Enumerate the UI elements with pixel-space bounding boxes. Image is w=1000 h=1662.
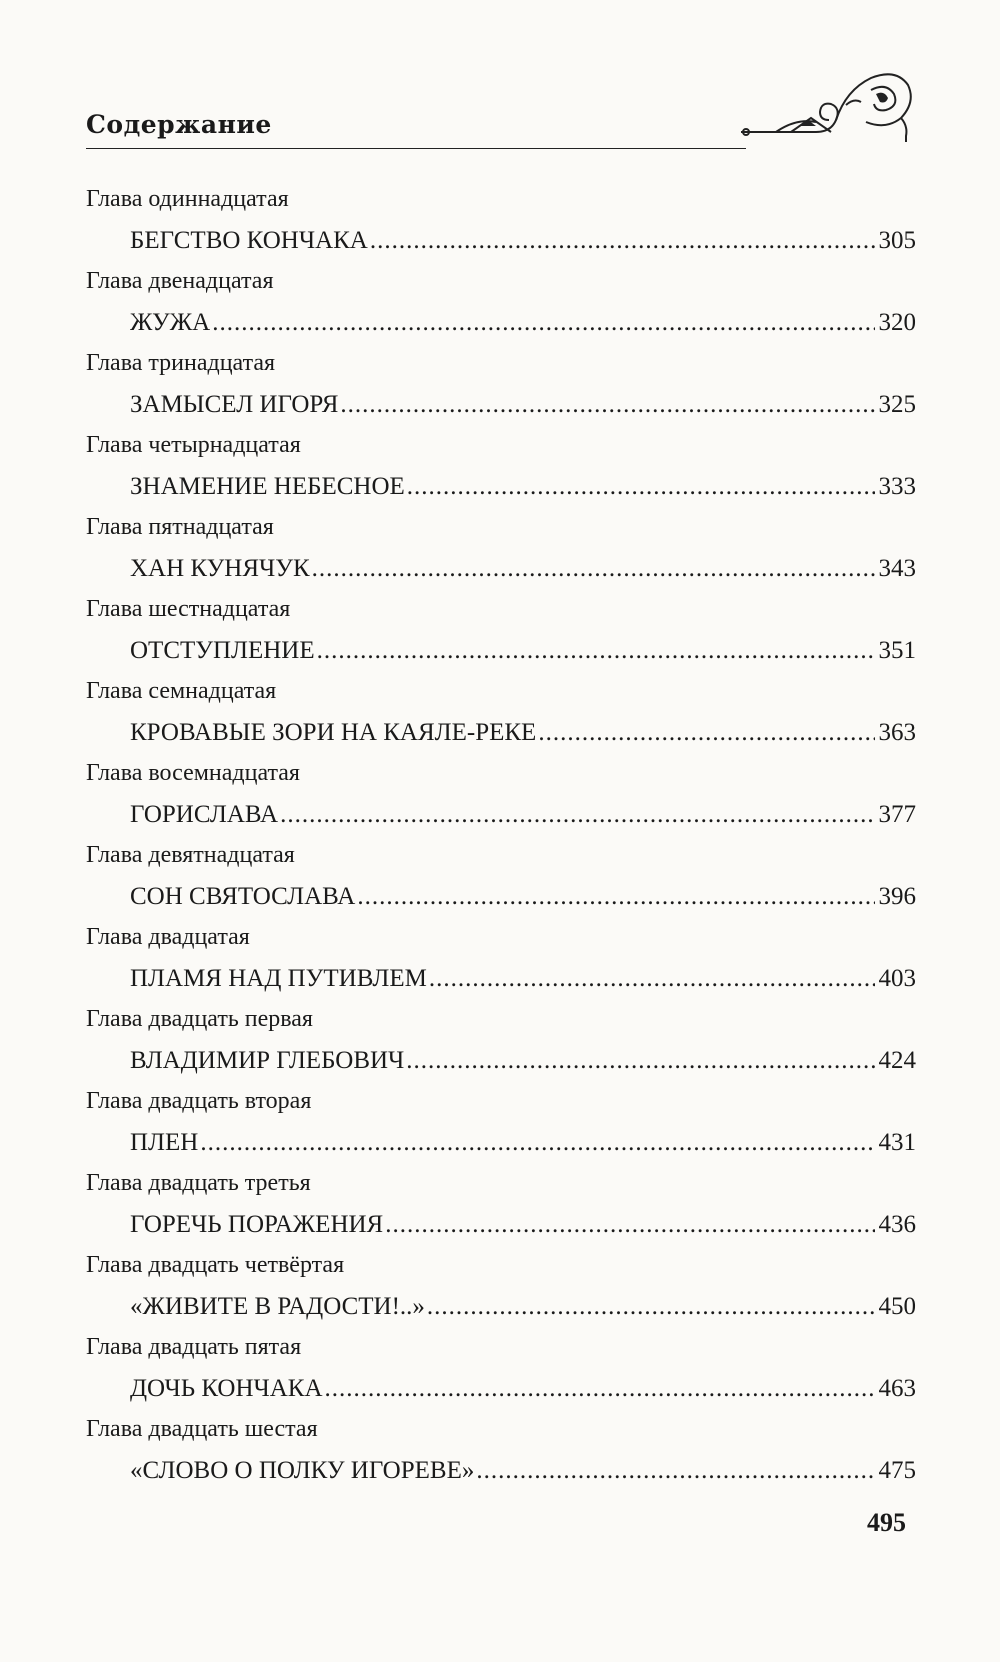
dot-leader: [212, 301, 874, 344]
chapter-label: Глава двенадцатая: [86, 268, 274, 294]
chapter-title: ПЛЕН: [130, 1129, 199, 1156]
chapter-title: ВЛАДИМИР ГЛЕБОВИЧ: [130, 1047, 405, 1074]
chapter-label: Глава двадцать первая: [86, 1006, 313, 1032]
section-title: Содержание: [86, 110, 272, 139]
chapter-title: ПЛАМЯ НАД ПУТИВЛЕМ: [130, 965, 427, 992]
scroll-ornament-icon: [736, 60, 916, 150]
dot-leader: [476, 1449, 874, 1492]
dot-leader: [312, 547, 875, 590]
chapter-title: ЖУЖА: [130, 309, 211, 336]
chapter-label: Глава двадцать пятая: [86, 1334, 302, 1360]
chapter-title: СОН СВЯТОСЛАВА: [130, 883, 356, 910]
chapter-page-number: 431: [878, 1129, 916, 1156]
toc-entry: [86, 1367, 916, 1410]
toc-entry: [86, 1121, 916, 1164]
toc-entry: [86, 465, 916, 508]
chapter-page-number: 463: [878, 1375, 916, 1402]
header-rule: [86, 148, 746, 149]
chapter-page-number: 424: [878, 1047, 916, 1074]
toc-entry: [86, 383, 916, 426]
dot-leader: [280, 793, 874, 836]
running-header: [86, 60, 916, 155]
dot-leader: [317, 629, 875, 672]
chapter-page-number: 436: [878, 1211, 916, 1238]
dot-leader: [406, 1039, 874, 1082]
dot-leader: [538, 711, 874, 754]
chapter-label: Глава двадцать вторая: [86, 1088, 312, 1114]
page-number: 495: [867, 1508, 906, 1537]
chapter-page-number: 333: [878, 473, 916, 500]
toc-entry: [86, 301, 916, 344]
chapter-label: Глава двадцать третья: [86, 1170, 311, 1196]
chapter-page-number: 377: [878, 801, 916, 828]
chapter-title: ЗНАМЕНИЕ НЕБЕСНОЕ: [130, 473, 405, 500]
chapter-page-number: 305: [878, 227, 916, 254]
table-of-contents: [86, 180, 916, 1492]
toc-entry: [86, 1285, 916, 1328]
dot-leader: [429, 957, 875, 1000]
chapter-title: БЕГСТВО КОНЧАКА: [130, 227, 368, 254]
chapter-page-number: 396: [878, 883, 916, 910]
dot-leader: [340, 383, 874, 426]
toc-entry: [86, 1203, 916, 1246]
chapter-title: КРОВАВЫЕ ЗОРИ НА КАЯЛЕ-РЕКЕ: [130, 719, 537, 746]
dot-leader: [370, 219, 875, 262]
chapter-label: Глава семнадцатая: [86, 678, 277, 704]
chapter-page-number: 403: [878, 965, 916, 992]
toc-entry: [86, 547, 916, 590]
chapter-label: Глава одиннадцатая: [86, 186, 289, 212]
dot-leader: [385, 1203, 874, 1246]
chapter-label: Глава двадцать шестая: [86, 1416, 318, 1442]
toc-entry: [86, 219, 916, 262]
chapter-title: ХАН КУНЯЧУК: [130, 555, 310, 582]
chapter-page-number: 343: [878, 555, 916, 582]
chapter-title: «СЛОВО О ПОЛКУ ИГОРЕВЕ»: [130, 1457, 475, 1484]
chapter-label: Глава двадцатая: [86, 924, 250, 950]
toc-entry: [86, 1449, 916, 1492]
chapter-title: ГОРИСЛАВА: [130, 801, 279, 828]
chapter-title: «ЖИВИТЕ В РАДОСТИ!..»: [130, 1293, 425, 1320]
chapter-title: ОТСТУПЛЕНИЕ: [130, 637, 315, 664]
chapter-title: ГОРЕЧЬ ПОРАЖЕНИЯ: [130, 1211, 384, 1238]
chapter-label: Глава шестнадцатая: [86, 596, 291, 622]
toc-entry: [86, 793, 916, 836]
chapter-label: Глава тринадцатая: [86, 350, 276, 376]
toc-entry: [86, 1039, 916, 1082]
toc-entry: [86, 875, 916, 918]
chapter-page-number: 363: [878, 719, 916, 746]
chapter-label: Глава четырнадцатая: [86, 432, 301, 458]
toc-entry: [86, 629, 916, 672]
dot-leader: [325, 1367, 875, 1410]
chapter-label: Глава восемнадцатая: [86, 760, 300, 786]
chapter-page-number: 475: [878, 1457, 916, 1484]
chapter-page-number: 325: [878, 391, 916, 418]
dot-leader: [427, 1285, 875, 1328]
chapter-label: Глава пятнадцатая: [86, 514, 274, 540]
toc-entry: [86, 957, 916, 1000]
toc-entry: [86, 711, 916, 754]
chapter-page-number: 320: [878, 309, 916, 336]
chapter-label: Глава девятнадцатая: [86, 842, 295, 868]
chapter-title: ЗАМЫСЕЛ ИГОРЯ: [130, 391, 339, 418]
chapter-label: Глава двадцать четвёртая: [86, 1252, 345, 1278]
chapter-title: ДОЧЬ КОНЧАКА: [130, 1375, 323, 1402]
dot-leader: [407, 465, 875, 508]
dot-leader: [357, 875, 874, 918]
chapter-page-number: 351: [878, 637, 916, 664]
dot-leader: [200, 1121, 874, 1164]
chapter-page-number: 450: [878, 1293, 916, 1320]
